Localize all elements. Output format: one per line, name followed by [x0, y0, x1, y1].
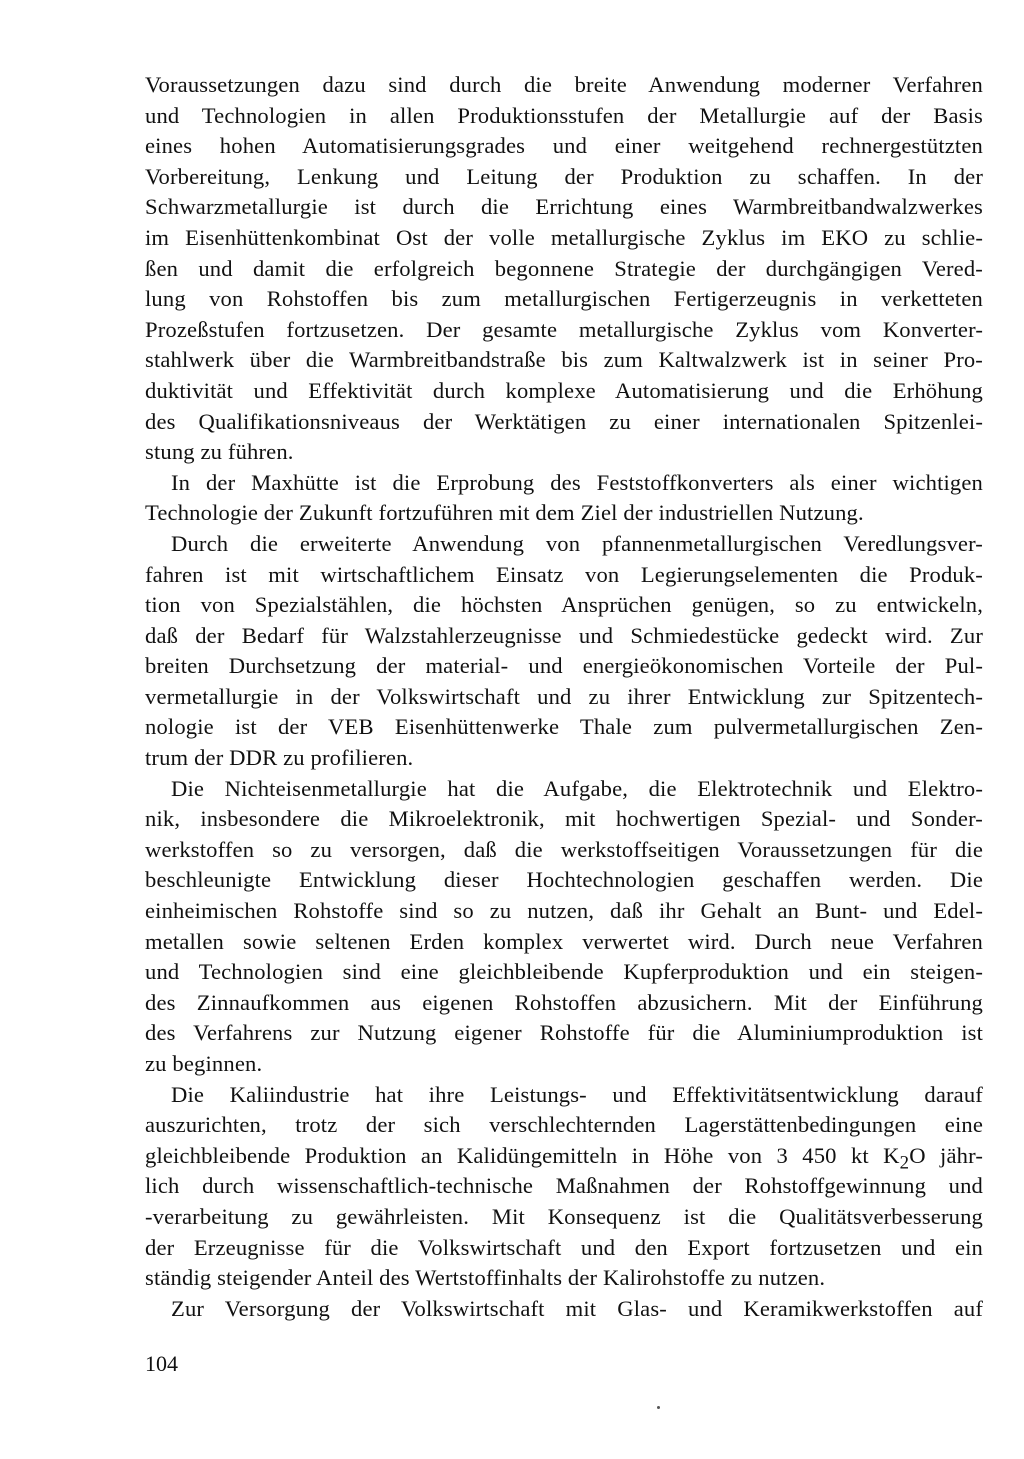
text-line: duktivität und Effektivität durch komplexe Automatisierung und die Erhöhung	[145, 377, 983, 403]
text-line: metallen sowie seltenen Erden komplex verwertet wird. Durch neue Verfahren	[145, 928, 983, 954]
text-line: trum der DDR zu profilieren.	[145, 745, 414, 771]
text-line: werkstoffen so zu versorgen, daß die werkstoffseitigen Voraussetzungen für die	[145, 836, 983, 862]
text-line: Vorbereitung, Lenkung und Leitung der Produktion zu schaffen. In der	[145, 163, 983, 189]
text-line-part: O jähr-	[909, 1142, 983, 1168]
text-line: Voraussetzungen dazu sind durch die breite Anwendung moderner Verfahren	[145, 72, 983, 97]
text-line: Die Kaliindustrie hat ihre Leistungs- und Effektivitätsentwicklung darauf	[171, 1081, 983, 1107]
text-line: nik, insbesondere die Mikroelektronik, mit hochwertigen Spezial- und Sonder-	[145, 806, 983, 832]
text-line: des Zinnaufkommen aus eigenen Rohstoffen abzusichern. Mit der Einführung	[145, 989, 983, 1015]
text-line: ßen und damit die erfolgreich begonnene Strategie der durchgängigen Vered-	[145, 255, 983, 281]
text-line: Zur Versorgung der Volkswirtschaft mit Glas- und Keramikwerkstoffen auf	[171, 1295, 983, 1321]
text-line: Durch die erweiterte Anwendung von pfannenmetallurgischen Veredlungsver-	[171, 530, 983, 556]
text-line: des Qualifikationsniveaus der Werktätigen zu einer internationalen Spitzenlei-	[145, 408, 983, 434]
text-line: und Technologien in allen Produktionsstufen der Metallurgie auf der Basis	[145, 102, 983, 128]
text-line: vermetallurgie in der Volkswirtschaft und zu ihrer Entwicklung zur Spitzentech-	[145, 683, 983, 709]
text-line: stahlwerk über die Warmbreitbandstraße bis zum Kaltwalzwerk ist in seiner Pro-	[145, 347, 983, 373]
text-line: nologie ist der VEB Eisenhüttenwerke Thale zum pulvermetallurgischen Zen-	[145, 714, 983, 740]
text-line: beschleunigte Entwicklung dieser Hochtechnologien geschaffen werden. Die	[145, 867, 983, 893]
print-speck	[657, 1406, 660, 1409]
text-line: auszurichten, trotz der sich verschlechternden Lagerstättenbedingungen eine	[145, 1112, 983, 1138]
text-line: Schwarzmetallurgie ist durch die Errichtung eines Warmbreitbandwalzwerkes	[145, 194, 983, 220]
text-line: und Technologien sind eine gleichbleibende Kupferproduktion und ein steigen-	[145, 959, 983, 985]
text-line: ständig steigender Anteil des Wertstoffinhalts der Kalirohstoffe zu nutzen.	[145, 1265, 826, 1291]
text-line: lung von Rohstoffen bis zum metallurgischen Fertigerzeugnis in verketteten	[145, 286, 983, 312]
text-line: lich durch wissenschaftlich-technische Maßnahmen der Rohstoffgewinnung und	[145, 1173, 983, 1199]
text-line: eines hohen Automatisierungsgrades und einer weitgehend rechnergestützten	[145, 133, 983, 159]
text-line: der Erzeugnisse für die Volkswirtschaft und den Export fortzusetzen und ein	[145, 1234, 983, 1260]
text-line: fahren ist mit wirtschaftlichem Einsatz von Legierungselementen die Produk-	[145, 561, 983, 587]
subscript-digit: 2	[899, 1152, 910, 1174]
text-line: breiten Durchsetzung der material- und energieökonomischen Vorteile der Pul-	[145, 653, 983, 679]
text-line: tion von Spezialstählen, die höchsten Ansprüchen genügen, so zu entwickeln,	[145, 592, 983, 618]
text-line: Prozeßstufen fortzusetzen. Der gesamte metallurgische Zyklus vom Konverter-	[145, 316, 983, 342]
text-line: -verarbeitung zu gewährleisten. Mit Konsequenz ist die Qualitätsverbesserung	[145, 1203, 983, 1229]
text-line-part: gleichbleibende Produktion an Kalidüngemitteln in Höhe von 3 450 kt K	[145, 1142, 900, 1168]
text-line	[145, 1141, 983, 1172]
page-number: 104	[145, 1351, 178, 1376]
text-line: zu beginnen.	[145, 1051, 263, 1076]
text-line: des Verfahrens zur Nutzung eigener Rohstoffe für die Aluminiumproduktion ist	[145, 1020, 983, 1046]
text-line: im Eisenhüttenkombinat Ost der volle metallurgische Zyklus im EKO zu schlie-	[145, 224, 983, 250]
text-line: Die Nichteisenmetallurgie hat die Aufgabe, die Elektrotechnik und Elektro-	[171, 775, 983, 801]
body-text	[145, 70, 983, 1324]
text-line: einheimischen Rohstoffe sind so zu nutzen, daß ihr Gehalt an Bunt- und Edel-	[145, 898, 983, 924]
text-line: stung zu führen.	[145, 439, 294, 465]
text-line: daß der Bedarf für Walzstahlerzeugnisse und Schmiedestücke gedeckt wird. Zur	[145, 622, 983, 648]
text-line: Technologie der Zukunft fortzuführen mit dem Ziel der industriellen Nutzung.	[145, 500, 864, 526]
text-line: In der Maxhütte ist die Erprobung des Feststoffkonverters als einer wichtigen	[171, 469, 983, 495]
